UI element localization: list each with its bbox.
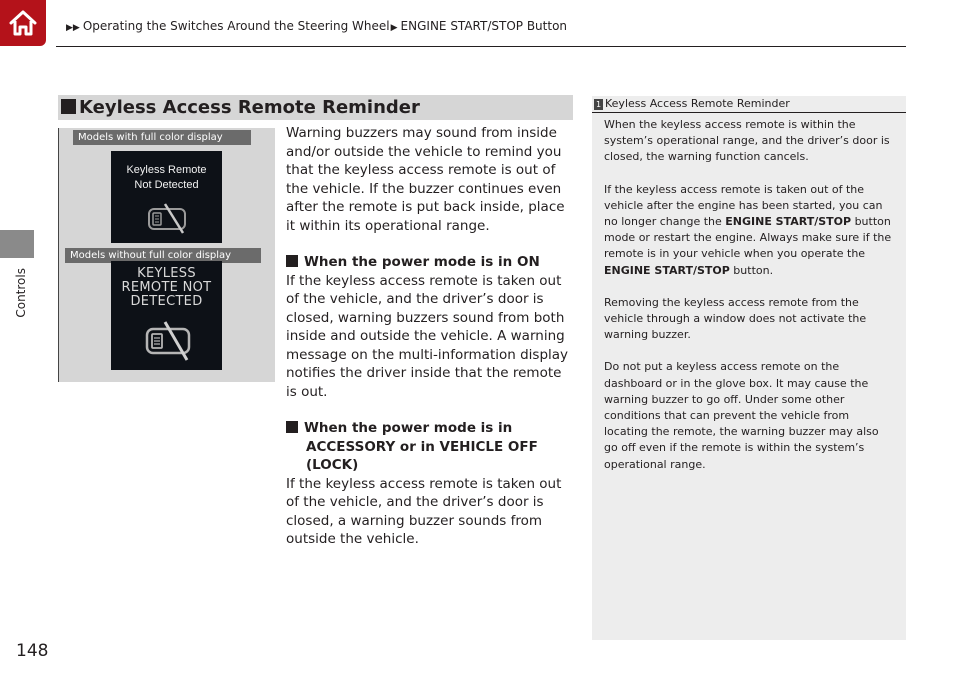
display-line: Keyless Remote [126, 164, 207, 176]
caption-no-full-color: Models without full color display [65, 248, 261, 263]
note-paragraph: When the keyless access remote is within the system’s operational range, and the driver’s door is closed, the warning function cancels. [604, 118, 890, 164]
chapter-tab[interactable] [0, 230, 34, 258]
breadcrumb-current-page[interactable]: ENGINE START/STOP Button [400, 19, 568, 33]
display-message-full-color [111, 163, 222, 193]
power-on-paragraph: If the keyless access remote is taken out of the vehicle, and the driver’s door is closed, warning buzzers sound from both inside and outside the vehicle. A warning message on the multi-information display notifies the driver inside that the remote is out. [286, 272, 569, 400]
caption-full-color: Models with full color display [73, 130, 251, 145]
display-line: DETECTED [130, 294, 203, 309]
square-bullet-icon [286, 255, 298, 267]
note-header [592, 97, 906, 110]
square-bullet-icon [61, 99, 76, 114]
note-title: Keyless Access Remote Reminder [605, 97, 790, 110]
chapter-label: Controls [14, 268, 28, 318]
note-paragraph: Removing the keyless access remote from the vehicle through a window does not activate the warning buzzer. [604, 295, 867, 342]
home-button[interactable] [0, 0, 46, 46]
square-bullet-icon [286, 421, 298, 433]
page-number: 148 [16, 641, 49, 661]
home-icon [7, 7, 39, 39]
note-paragraph [604, 182, 894, 279]
display-full-color [111, 151, 222, 243]
note-button-name: ENGINE START/STOP [604, 263, 730, 277]
key-fob-crossed-icon [141, 319, 195, 363]
note-divider [592, 112, 906, 113]
section-title: Keyless Access Remote Reminder [79, 97, 420, 118]
chevron-right-icon: ▶ [390, 23, 398, 33]
subheading-accessory [286, 419, 576, 475]
display-message-monochrome [111, 267, 222, 309]
breadcrumb [66, 19, 567, 33]
chevron-right-icon: ▶▶ [66, 23, 80, 33]
body-text [286, 124, 576, 549]
display-line: KEYLESS [137, 266, 196, 281]
display-line: REMOTE NOT [121, 280, 212, 295]
note-body [604, 117, 894, 489]
subheading-power-on [286, 253, 576, 272]
subheading-text: When the power mode is in ON [304, 254, 540, 270]
note-reference-icon: 1 [595, 100, 602, 109]
note-text: button mode or restart the engine. Always make sure if the remote is in your vehicle when you operate the [604, 215, 892, 261]
display-monochrome [111, 261, 222, 370]
breadcrumb-link-steering-wheel[interactable]: Operating the Switches Around the Steering Wheel [82, 19, 390, 33]
note-text: button. [729, 263, 774, 277]
note-text: If the keyless access remote is taken out of the vehicle after the engine has been started, you can no longer change the [604, 182, 883, 229]
key-fob-crossed-icon [145, 201, 189, 235]
note-button-name: ENGINE START/STOP [725, 215, 852, 229]
accessory-paragraph: If the keyless access remote is taken out of the vehicle, and the driver’s door is closed, a warning buzzer sounds from outside the vehicle. [286, 475, 562, 547]
section-title-bar [58, 95, 573, 120]
subheading-text: When the power mode is in ACCESSORY or in VEHICLE OFF (LOCK) [304, 420, 538, 473]
header-divider [56, 46, 906, 47]
display-line: Not Detected [134, 179, 199, 191]
note-paragraph: Do not put a keyless access remote on the dashboard or in the glove box. It may cause the warning buzzer to go off. Under some other conditions that can prevent the vehicle from locating the remote, the warning buzzer may also go off even if the remote is within the system’s operational range. [604, 360, 879, 471]
intro-paragraph: Warning buzzers may sound from inside and/or outside the vehicle to remind you that the keyless access remote is out of the vehicle. If the buzzer continues even after the remote is put back inside, place it within its operational range. [286, 125, 565, 234]
